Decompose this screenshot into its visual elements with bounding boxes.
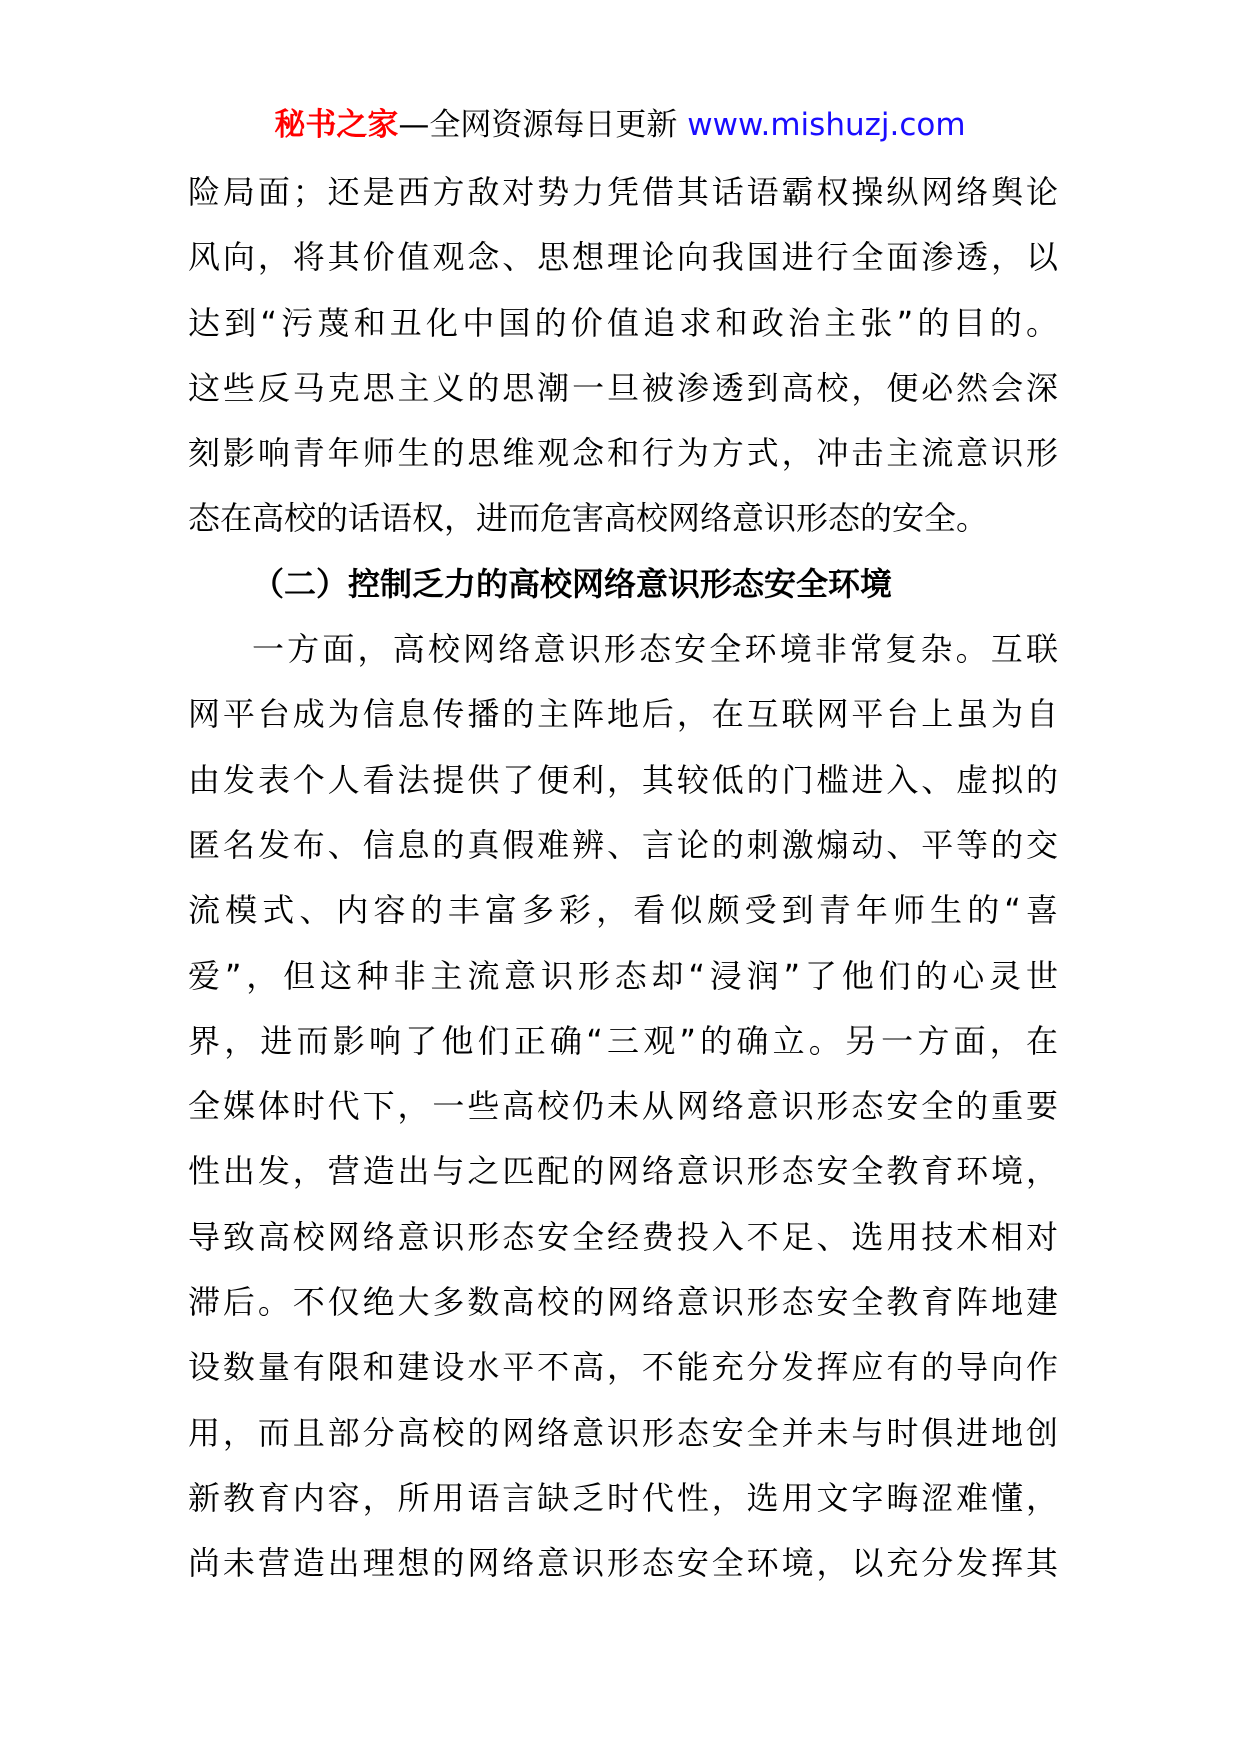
text-line: 风向，将其价值观念、思想理论向我国进行全面渗透，以: [188, 238, 1058, 277]
text-line: 态在高校的话语权，进而危害高校网络意识形态的安全。: [188, 499, 989, 538]
text-line: 滞后。不仅绝大多数高校的网络意识形态安全教育阵地建: [188, 1283, 1058, 1322]
text-line: 达到“污蔑和丑化中国的价值追求和政治主张”的目的。: [188, 303, 1058, 342]
text-line: 新教育内容，所用语言缺乏时代性，选用文字晦涩难懂，: [188, 1478, 1058, 1517]
text-line: 由发表个人看法提供了便利，其较低的门槛进入、虚拟的: [188, 760, 1058, 799]
section-heading: （二）控制乏力的高校网络意识形态安全环境: [252, 564, 893, 603]
site-url-link[interactable]: www.mishuzj.com: [687, 107, 966, 143]
text-line: 爱”，但这种非主流意识形态却“浸润”了他们的心灵世: [188, 956, 1058, 995]
paragraph-first-line: 一方面，高校网络意识形态安全环境非常复杂。互联: [252, 630, 1058, 669]
text-line: 流模式、内容的丰富多彩，看似颇受到青年师生的“喜: [188, 891, 1058, 930]
header-tagline: —全网资源每日更新: [398, 107, 688, 143]
text-line: 设数量有限和建设水平不高，不能充分发挥应有的导向作: [188, 1348, 1058, 1387]
text-line: 尚未营造出理想的网络意识形态安全环境，以充分发挥其: [188, 1544, 1058, 1583]
text-line: 用，而且部分高校的网络意识形态安全并未与时俱进地创: [188, 1413, 1058, 1452]
text-line: 险局面；还是西方敌对势力凭借其话语霸权操纵网络舆论: [188, 173, 1058, 211]
text-line: 这些反马克思主义的思潮一旦被渗透到高校，便必然会深: [188, 368, 1058, 407]
text-line: 导致高校网络意识形态安全经费投入不足、选用技术相对: [188, 1217, 1058, 1256]
site-header: [0, 100, 1240, 150]
text-line: 匿名发布、信息的真假难辨、言论的刺激煽动、平等的交: [188, 825, 1058, 864]
document-body: [188, 160, 1058, 1597]
text-line: 刻影响青年师生的思维观念和行为方式，冲击主流意识形: [188, 434, 1058, 473]
text-line: 性出发，营造出与之匹配的网络意识形态安全教育环境，: [188, 1152, 1058, 1191]
text-line: 全媒体时代下，一些高校仍未从网络意识形态安全的重要: [188, 1087, 1058, 1126]
text-line: 网平台成为信息传播的主阵地后，在互联网平台上虽为自: [188, 695, 1058, 734]
brand-name: 秘书之家: [274, 107, 399, 143]
text-line: 界，进而影响了他们正确“三观”的确立。另一方面，在: [188, 1021, 1058, 1060]
